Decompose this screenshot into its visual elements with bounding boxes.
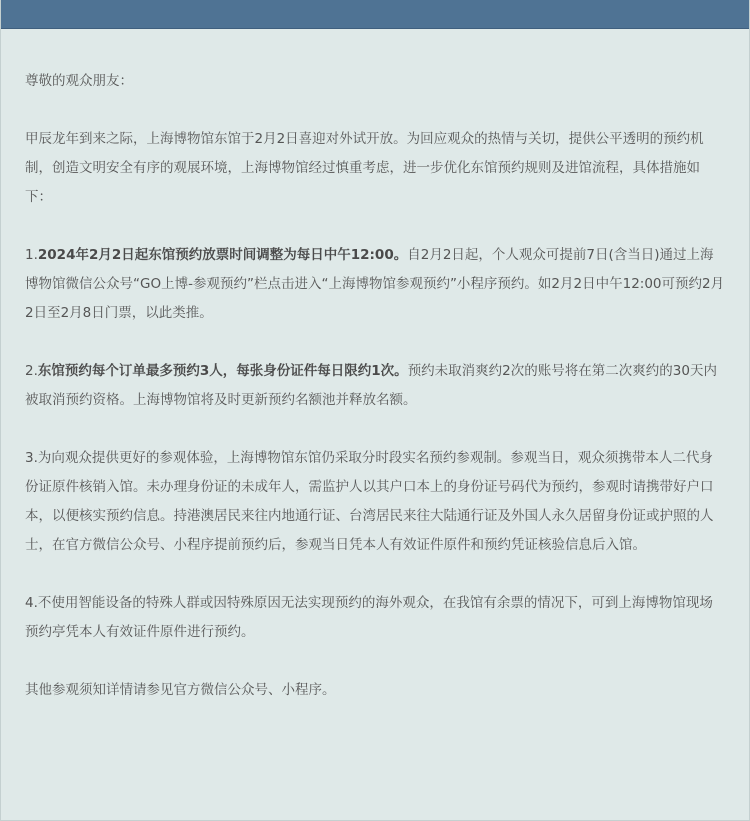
measure-item-4: 4.不使用智能设备的特殊人群或因特殊原因无法实现预约的海外观众，在我馆有余票的情况下，可到上海博物馆现场预约亭凭本人有效证件原件进行预约。 [25,595,713,640]
measure-item-2-highlight: 东馆预约每个订单最多预约3人，每张身份证件每日限约1次。 [37,363,408,379]
measure-item-2-number: 2. [25,363,38,379]
intro-paragraph: 甲辰龙年到来之际，上海博物馆东馆于2月2日喜迎对外试开放。为回应观众的热情与关切，提供公平透明的预约机制，创造文明安全有序的观展环境，上海博物馆经过慎重考虑，进一步优化东馆预约规则及进馆流程，具体措施如下： [25,131,704,205]
measure-item-1 [25,241,725,328]
closing-note: 其他参观须知详情请参见官方微信公众号、小程序。 [25,682,336,698]
notice-body [1,29,749,705]
measure-item-1-number: 1. [25,247,38,263]
header-bar [1,0,749,29]
greeting: 尊敬的观众朋友： [25,73,133,89]
measure-item-2 [25,357,725,415]
measure-item-1-detail: 自2月2日起，个人观众可提前7日(含当日)通过上海博物馆微信公众号“GO上博-参观预约”栏点击进入“上海博物馆参观预约”小程序预约。如2月2日中午12:00可预约2月2日至2月8日门票，以此类推。 [25,247,725,321]
measure-item-2-detail: 预约未取消爽约2次的账号将在第二次爽约的30天内被取消预约资格。上海博物馆将及时更新预约名额池并释放名额。 [25,363,717,408]
measure-item-1-highlight: 2024年2月2日起东馆预约放票时间调整为每日中午12:00。 [37,247,408,263]
measure-item-3: 3.为向观众提供更好的参观体验，上海博物馆东馆仍采取分时段实名预约参观制。参观当日，观众须携带本人二代身份证原件核销入馆。未办理身份证的未成年人，需监护人以其户口本上的身份证号码代为预约，参观时请携带好户口本，以便核实预约信息。持港澳居民来往内地通行证、台湾居民来往大陆通行证及外国人永久居留身份证或护照的人士，在官方微信公众号、小程序提前预约后，参观当日凭本人有效证件原件和预约凭证核验信息后入馆。 [25,450,714,553]
